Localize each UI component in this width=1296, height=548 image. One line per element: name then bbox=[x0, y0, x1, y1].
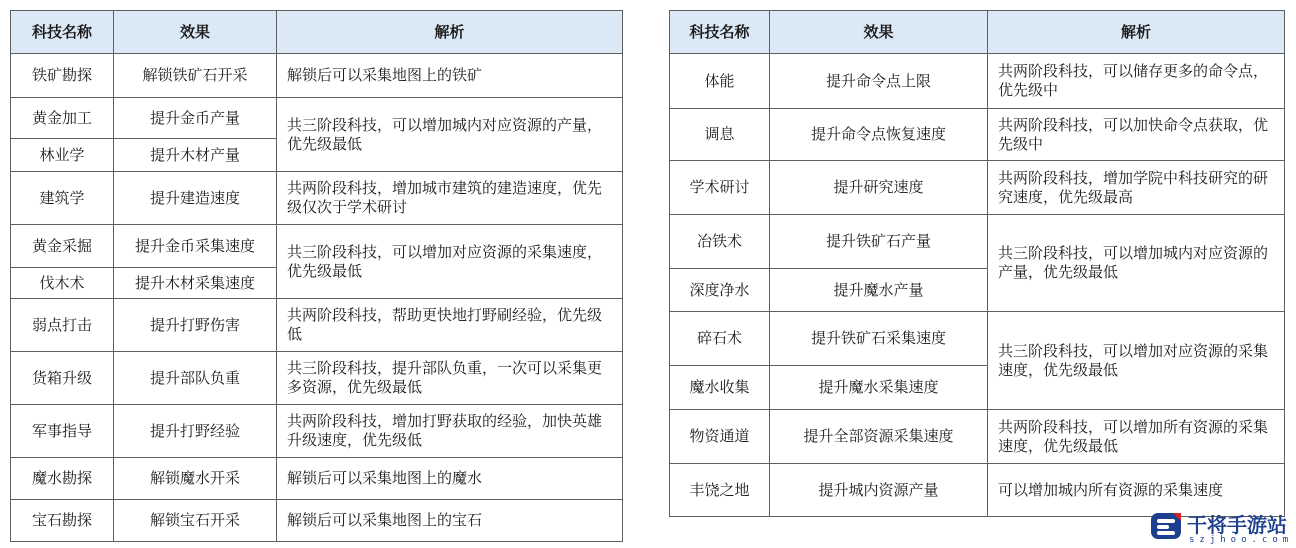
tech-name: 黄金采掘 bbox=[11, 225, 114, 268]
tech-analysis: 共三阶段科技，可以增加对应资源的采集速度，优先级最低 bbox=[277, 225, 623, 299]
table-row bbox=[670, 410, 1285, 464]
tech-effect: 提升研究速度 bbox=[770, 161, 988, 215]
tech-analysis: 共三阶段科技，可以增加城内对应资源的产量，优先级最低 bbox=[277, 98, 623, 172]
table-row bbox=[670, 312, 1285, 366]
tech-analysis: 解锁后可以采集地图上的魔水 bbox=[277, 458, 623, 500]
tech-effect: 提升铁矿石采集速度 bbox=[770, 312, 988, 366]
tech-analysis: 解锁后可以采集地图上的铁矿 bbox=[277, 54, 623, 98]
tech-table-right bbox=[669, 10, 1285, 517]
tech-analysis: 共两阶段科技，可以增加所有资源的采集速度，优先级最低 bbox=[988, 410, 1285, 464]
tech-name: 林业学 bbox=[11, 139, 114, 172]
table-row bbox=[11, 500, 623, 542]
tech-analysis: 共两阶段科技，增加学院中科技研究的研究速度，优先级最高 bbox=[988, 161, 1285, 215]
tech-name: 冶铁术 bbox=[670, 215, 770, 269]
tech-analysis: 共两阶段科技，增加打野获取的经验，加快英雄升级速度，优先级低 bbox=[277, 405, 623, 458]
tech-name: 丰饶之地 bbox=[670, 464, 770, 517]
table-row bbox=[11, 352, 623, 405]
tech-effect: 提升打野经验 bbox=[114, 405, 277, 458]
tech-effect: 解锁魔水开采 bbox=[114, 458, 277, 500]
tech-name: 建筑学 bbox=[11, 172, 114, 225]
header-analysis: 解析 bbox=[988, 11, 1285, 54]
table-header-row bbox=[11, 11, 623, 54]
logo-subtitle: szjhoo.com bbox=[1189, 535, 1294, 545]
tech-analysis: 可以增加城内所有资源的采集速度 bbox=[988, 464, 1285, 517]
tech-effect: 提升金币采集速度 bbox=[114, 225, 277, 268]
tech-effect: 解锁宝石开采 bbox=[114, 500, 277, 542]
tech-analysis: 共两阶段科技，帮助更快地打野刷经验，优先级低 bbox=[277, 299, 623, 352]
tech-analysis: 共三阶段科技，可以增加对应资源的采集速度，优先级最低 bbox=[988, 312, 1285, 410]
tech-effect: 提升建造速度 bbox=[114, 172, 277, 225]
tech-table-left bbox=[10, 10, 623, 542]
table-row bbox=[11, 225, 623, 268]
tech-name: 伐木术 bbox=[11, 268, 114, 299]
tech-name: 宝石勘探 bbox=[11, 500, 114, 542]
tech-name: 铁矿勘探 bbox=[11, 54, 114, 98]
tech-effect: 提升命令点恢复速度 bbox=[770, 109, 988, 161]
tech-effect: 提升部队负重 bbox=[114, 352, 277, 405]
tech-analysis: 共两阶段科技，增加城市建筑的建造速度，优先级仅次于学术研讨 bbox=[277, 172, 623, 225]
header-name: 科技名称 bbox=[11, 11, 114, 54]
table-row bbox=[11, 54, 623, 98]
logo-name: 干将手游站 bbox=[1187, 513, 1287, 537]
tech-name: 魔水勘探 bbox=[11, 458, 114, 500]
site-logo bbox=[1145, 505, 1293, 547]
tech-name: 弱点打击 bbox=[11, 299, 114, 352]
tech-name: 货箱升级 bbox=[11, 352, 114, 405]
tech-effect: 解锁铁矿石开采 bbox=[114, 54, 277, 98]
tech-effect: 提升全部资源采集速度 bbox=[770, 410, 988, 464]
table-header-row bbox=[670, 11, 1285, 54]
table-row bbox=[670, 161, 1285, 215]
table-row bbox=[670, 109, 1285, 161]
tech-name: 调息 bbox=[670, 109, 770, 161]
tech-effect: 提升命令点上限 bbox=[770, 54, 988, 109]
header-effect: 效果 bbox=[114, 11, 277, 54]
tech-effect: 提升魔水产量 bbox=[770, 269, 988, 312]
tech-effect: 提升魔水采集速度 bbox=[770, 366, 988, 410]
table-row bbox=[11, 98, 623, 139]
header-name: 科技名称 bbox=[670, 11, 770, 54]
header-analysis: 解析 bbox=[277, 11, 623, 54]
table-row bbox=[11, 172, 623, 225]
tech-effect: 提升木材产量 bbox=[114, 139, 277, 172]
tech-name: 体能 bbox=[670, 54, 770, 109]
tech-analysis: 解锁后可以采集地图上的宝石 bbox=[277, 500, 623, 542]
tech-effect: 提升城内资源产量 bbox=[770, 464, 988, 517]
table-row bbox=[670, 215, 1285, 269]
tech-analysis: 共两阶段科技，可以储存更多的命令点，优先级中 bbox=[988, 54, 1285, 109]
tech-effect: 提升铁矿石产量 bbox=[770, 215, 988, 269]
table-row bbox=[670, 54, 1285, 109]
logo-mark-icon bbox=[1149, 509, 1183, 543]
tech-analysis: 共两阶段科技，可以加快命令点获取，优先级中 bbox=[988, 109, 1285, 161]
tech-effect: 提升木材采集速度 bbox=[114, 268, 277, 299]
table-row bbox=[11, 458, 623, 500]
table-row bbox=[11, 405, 623, 458]
tech-analysis: 共三阶段科技，提升部队负重，一次可以采集更多资源，优先级最低 bbox=[277, 352, 623, 405]
tech-name: 黄金加工 bbox=[11, 98, 114, 139]
tech-name: 物资通道 bbox=[670, 410, 770, 464]
tech-name: 碎石术 bbox=[670, 312, 770, 366]
tech-analysis: 共三阶段科技，可以增加城内对应资源的产量，优先级最低 bbox=[988, 215, 1285, 312]
tech-effect: 提升打野伤害 bbox=[114, 299, 277, 352]
tech-name: 深度净水 bbox=[670, 269, 770, 312]
tech-name: 军事指导 bbox=[11, 405, 114, 458]
header-effect: 效果 bbox=[770, 11, 988, 54]
tech-name: 学术研讨 bbox=[670, 161, 770, 215]
tech-effect: 提升金币产量 bbox=[114, 98, 277, 139]
table-row bbox=[11, 299, 623, 352]
tech-name: 魔水收集 bbox=[670, 366, 770, 410]
